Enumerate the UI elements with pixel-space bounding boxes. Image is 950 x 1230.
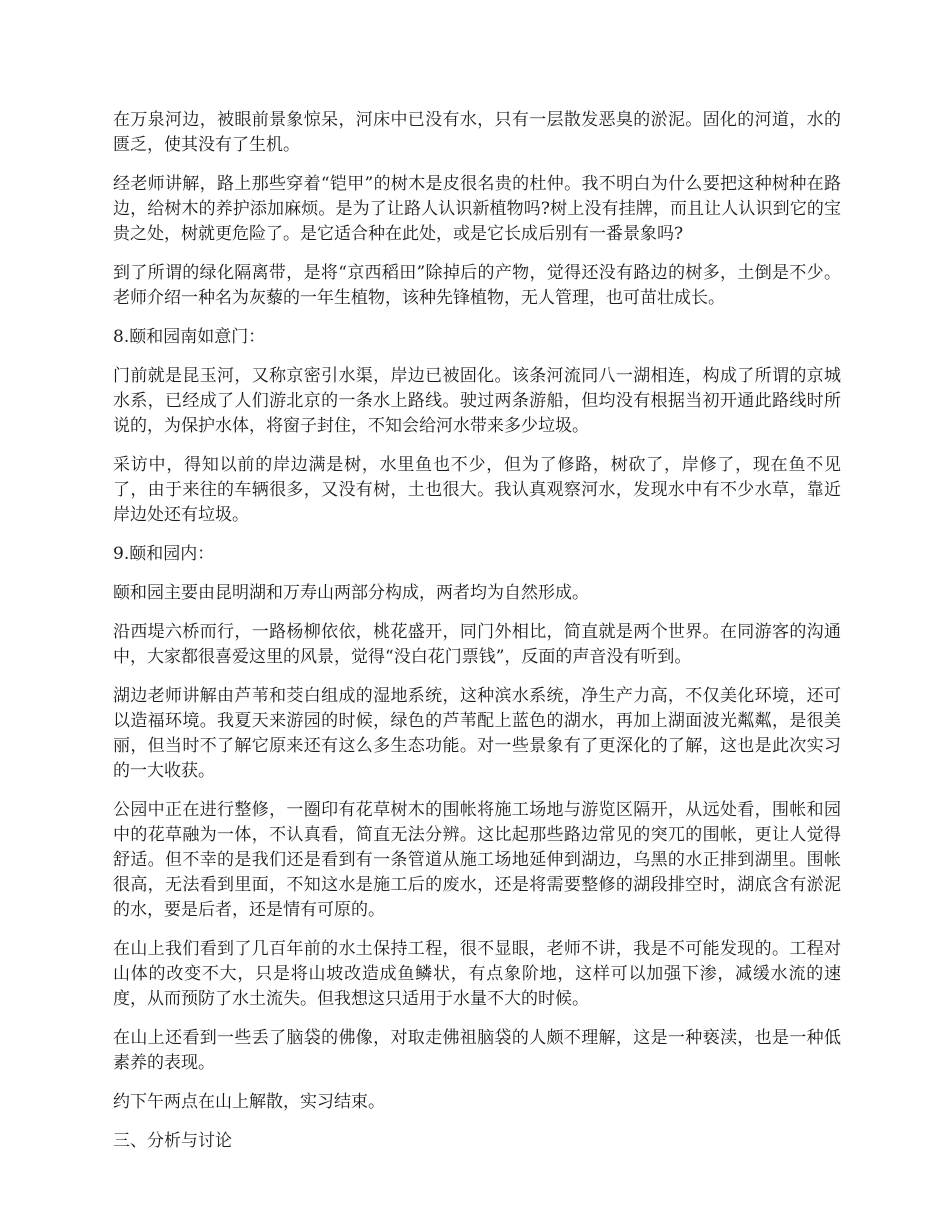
paragraph: 颐和园主要由昆明湖和万寿山两部分构成，两者均为自然形成。 — [113, 583, 589, 603]
paragraph: 约下午两点在山上解散，实习结束。 — [113, 1092, 385, 1112]
paragraph: 湖边老师讲解由芦苇和茭白组成的湿地系统，这种滨水系统，净生产力高，不仅美化环境，还可以造福环境。我夏天来游园的时候，绿色的芦苇配上蓝色的湖水，再加上湖面波光粼粼，是很美丽，但当时不了解它原来还有这么多生态功能。对一些景象有了更深化的了解，这也是此次实习的一大收获。 — [113, 686, 841, 781]
section-heading: 9.颐和园内： — [113, 544, 215, 564]
paragraph: 在山上我们看到了几百年前的水土保持工程，很不显眼，老师不讲，我是不可能发现的。工程对山体的改变不大，只是将山坡改造成鱼鳞状，有点象阶地，这样可以加强下渗，减缓水流的速度，从而预防了水土流失。但我想这只适用于水量不大的时候。 — [113, 939, 841, 1009]
paragraph: 公园中正在进行整修，一圈印有花草树木的围帐将施工场地与游览区隔开，从远处看，围帐和园中的花草融为一体，不认真看，简直无法分辨。这比起那些路边常见的突兀的围帐，更让人觉得舒适。但不幸的是我们还是看到有一条管道从施工场地延伸到湖边，乌黑的水正排到湖里。围帐很高，无法看到里面，不知这水是施工后的废水，还是将需要整修的湖段排空时，湖底含有淤泥的水，要是后者，还是情有可原的。 — [113, 800, 841, 920]
paragraph: 采访中，得知以前的岸边满是树，水里鱼也不少，但为了修路，树砍了，岸修了，现在鱼不见了，由于来往的车辆很多，又没有树，土也很大。我认真观察河水，发现水中有不少水草，靠近岸边处还有垃圾。 — [113, 455, 841, 525]
paragraph: 在万泉河边，被眼前景象惊呆，河床中已没有水，只有一层散发恶臭的淤泥。固化的河道，水的匮乏，使其没有了生机。 — [113, 110, 841, 155]
paragraph: 经老师讲解，路上那些穿着“铠甲”的树木是皮很名贵的杜仲。我不明白为什么要把这种树种在路边，给树木的养护添加麻烦。是为了让路人认识新植物吗?树上没有挂牌，而且让人认识到它的宝贵之处，树就更危险了。是它适合种在此处，或是它长成后别有一番景象吗? — [113, 174, 841, 244]
document-page — [113, 108, 841, 1168]
section-heading: 8.颐和园南如意门： — [113, 327, 266, 347]
paragraph: 沿西堤六桥而行，一路杨柳依依，桃花盛开，同门外相比，简直就是两个世界。在同游客的沟通中，大家都很喜爱这里的风景，觉得“没白花门票钱”，反面的声音没有听到。 — [113, 622, 841, 667]
paragraph: 到了所谓的绿化隔离带，是将“京西稻田”除掉后的产物，觉得还没有路边的树多，土倒是不少。老师介绍一种名为灰藜的一年生植物，该种先锋植物，无人管理，也可苗壮成长。 — [113, 263, 841, 308]
paragraph: 在山上还看到一些丢了脑袋的佛像，对取走佛祖脑袋的人颇不理解，这是一种亵渎，也是一种低素养的表现。 — [113, 1028, 841, 1073]
paragraph: 门前就是昆玉河，又称京密引水渠，岸边已被固化。该条河流同八一湖相连，构成了所谓的京城水系，已经成了人们游北京的一条水上路线。驶过两条游船，但均没有根据当初开通此路线时所说的，为保护水体，将窗子封住，不知会给河水带来多少垃圾。 — [113, 366, 841, 436]
section-heading: 三、分析与讨论 — [113, 1131, 232, 1151]
